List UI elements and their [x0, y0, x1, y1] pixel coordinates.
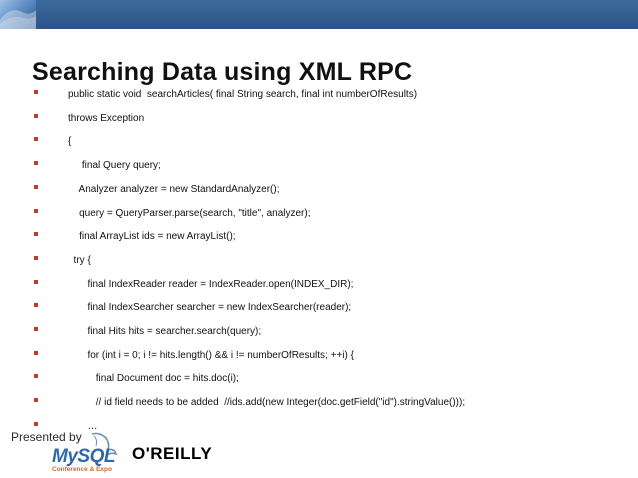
code-line — [0, 254, 638, 274]
code-line — [0, 325, 638, 345]
bullet-icon — [34, 185, 38, 189]
code-line-text: final Query query; — [68, 160, 161, 172]
code-line — [0, 349, 638, 369]
code-line — [0, 88, 638, 108]
code-line-text: final ArrayList ids = new ArrayList(); — [68, 231, 236, 243]
bullet-icon — [34, 161, 38, 165]
footer — [0, 424, 638, 478]
bullet-icon — [34, 374, 38, 378]
code-line-text: Analyzer analyzer = new StandardAnalyzer(); — [68, 183, 280, 195]
code-line-text: for (int i = 0; i != hits.length() && i != numberOfResults; ++i) { — [68, 349, 354, 361]
header-bar — [0, 0, 638, 29]
slide-title: Searching Data using XML RPC — [32, 58, 413, 86]
code-line-text: final Hits hits = searcher.search(query); — [68, 326, 262, 337]
code-line — [0, 183, 638, 203]
mysql-logo-text: MySQL — [52, 446, 115, 467]
code-line-text: final IndexReader reader = IndexReader.open(INDEX_DIR); — [68, 278, 354, 290]
code-line — [0, 112, 638, 132]
bullet-icon — [34, 280, 38, 284]
presented-by-label: Presented by — [11, 430, 82, 444]
code-line — [0, 159, 638, 179]
bullet-icon — [34, 398, 38, 402]
bullet-icon — [34, 90, 38, 94]
code-line-text: final Document doc = hits.doc(i); — [68, 373, 239, 385]
bullet-icon — [34, 209, 38, 213]
code-line — [0, 372, 638, 392]
code-line-text: public static void searchArticles( final String search, final int numberOfResults) — [68, 89, 418, 100]
wave-graphic — [0, 0, 36, 29]
bullet-icon — [34, 137, 38, 141]
code-line-text: try { — [68, 254, 91, 266]
code-line-text: final IndexSearcher searcher = new IndexSearcher(reader); — [68, 302, 352, 314]
bullet-icon — [34, 232, 38, 236]
oreilly-logo-text: O'REILLY — [132, 444, 213, 463]
code-line — [0, 278, 638, 298]
code-line — [0, 207, 638, 227]
code-line-text: { — [68, 136, 72, 148]
bullet-icon — [34, 256, 38, 260]
code-line-text: // id field needs to be added //ids.add(new Integer(doc.getField("id").stringValue())); — [68, 397, 466, 409]
mysql-conference-text: Conference & Expo — [52, 466, 112, 473]
code-line-text: … — [68, 420, 98, 432]
code-line-text: query = QueryParser.parse(search, "title", analyzer); — [68, 207, 311, 219]
bullet-icon — [34, 114, 38, 118]
wave-icon — [0, 0, 36, 29]
code-line — [0, 301, 638, 321]
bullet-icon — [34, 303, 38, 307]
code-line — [0, 396, 638, 416]
code-line — [0, 230, 638, 250]
code-line — [0, 135, 638, 155]
bullet-icon — [34, 351, 38, 355]
bullet-icon — [34, 327, 38, 331]
code-line-text: throws Exception — [68, 112, 145, 124]
